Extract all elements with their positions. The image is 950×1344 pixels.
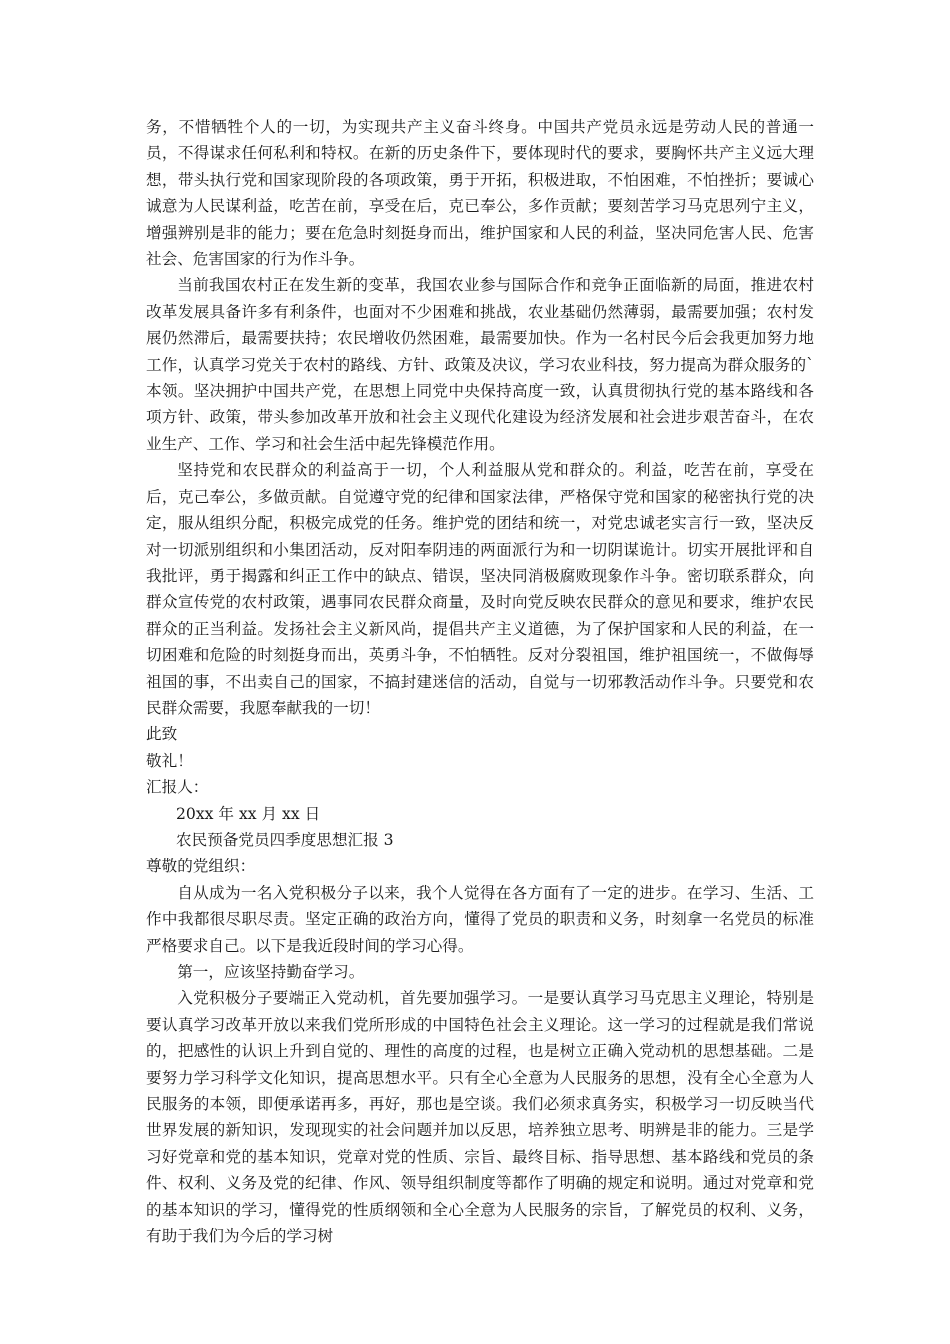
closing-line-1: 此致	[146, 725, 178, 744]
paragraph-rural-reform: 当前我国农村正在发生新的变革，我国农业参与国际合作和竞争正面临新的局面，推进农村改革发展具备许多有利条件，也面对不少困难和挑战，农业基础仍然薄弱，最需要加强；农村发展仍然滞后，最需要扶持；农民增收仍然困难，最需要加快。作为一名村民今后会我更加努力地工作，认真学习党关于农村的路线、方针、政策及决议，学习农业科技，努力提高为群众服务的`本领。坚决拥护中国共产党，在思想上同党中央保持高度一致，认真贯彻执行党的基本路线和各项方针、政策，带头参加改革开放和社会主义现代化建设为经济发展和社会进步艰苦奋斗，在农业生产、工作、学习和社会生活中起先锋模范作用。	[146, 276, 814, 453]
salutation: 尊敬的党组织：	[146, 857, 256, 876]
paragraph-study: 入党积极分子要端正入党动机，首先要加强学习。一是要认真学习马克思主义理论，特别是要认真学习改革开放以来我们党所形成的中国特色社会主义理论。这一学习的过程就是我们常说的，把感性的认识上升到自觉的、理性的高度的过程，也是树立正确入党动机的思想基础。二是要努力学习科学文化知识，提高思想水平。只有全心全意为人民服务的思想，没有全心全意为人民服务的本领，即便承诺再多，再好，那也是空谈。我们必须求真务实，积极学习一切反映当代世界发展的新知识，发现现实的社会问题并加以反思，培养独立思考、明辨是非的能力。三是学习好党章和党的基本知识，党章对党的性质、宗旨、最终目标、指导思想、基本路线和党员的条件、权利、义务及党的纪律、作风、领导组织制度等都作了明确的规定和说明。通过对党章和党的基本知识的学习，懂得党的性质纲领和全心全意为人民服务的宗旨，了解党员的权利、义务，有助于我们为今后的学习树	[146, 989, 814, 1246]
closing-line-2: 敬礼！	[146, 751, 193, 770]
document-body	[146, 114, 814, 1249]
paragraph-duties: 务，不惜牺牲个人的一切，为实现共产主义奋斗终身。中国共产党员永远是劳动人民的普通一员，不得谋求任何私利和特权。在新的历史条件下，要体现时代的要求，要胸怀共产主义远大理想，带头执行党和国家现阶段的各项政策，勇于开拓，积极进取，不怕困难，不怕挫折；要诚心诚意为人民谋利益，吃苦在前，享受在后，克已奉公，多作贡献；要刻苦学习马克思列宁主义，增强辨别是非的能力；要在危急时刻挺身而出，维护国家和人民的利益，坚决同危害人民、危害社会、危害国家的行为作斗争。	[146, 118, 814, 269]
report-date: 20xx 年 xx 月 xx 日	[176, 804, 321, 823]
paragraph-first-point: 第一，应该坚持勤奋学习。	[177, 963, 365, 981]
paragraph-interests: 坚持党和农民群众的利益高于一切，个人利益服从党和群众的。利益，吃苦在前，享受在后，克己奉公，多做贡献。自觉遵守党的纪律和国家法律，严格保守党和国家的秘密执行党的决定，服从组织分配，积极完成党的任务。维护党的团结和统一，对党忠诚老实言行一致，坚决反对一切派别组织和小集团活动，反对阳奉阴违的两面派行为和一切阴谋诡计。切实开展批评和自我批评，勇于揭露和纠正工作中的缺点、错误，坚决同消极腐败现象作斗争。密切联系群众，向群众宣传党的农村政策，遇事同农民群众商量，及时向党反映农民群众的意见和要求，维护农民群众的正当利益。发扬社会主义新风尚，提倡共产主义道德，为了保护国家和人民的利益，在一切困难和危险的时刻挺身而出，英勇斗争，不怕牺牲。反对分裂祖国，维护祖国统一，不做侮辱祖国的事，不出卖自己的国家，不搞封建迷信的活动，自觉与一切邪教活动作斗争。只要党和农民群众需要，我愿奉献我的一切！	[146, 461, 814, 717]
paragraph-progress: 自从成为一名入党积极分子以来，我个人觉得在各方面有了一定的进步。在学习、生活、工作中我都很尽职尽责。坚定正确的政治方向，懂得了党员的职责和义务，时刻拿一名党员的标准严格要求自己。以下是我近段时间的学习心得。	[146, 883, 814, 955]
section-title: 农民预备党员四季度思想汇报 3	[176, 830, 394, 849]
reporter-label: 汇报人：	[146, 778, 209, 797]
